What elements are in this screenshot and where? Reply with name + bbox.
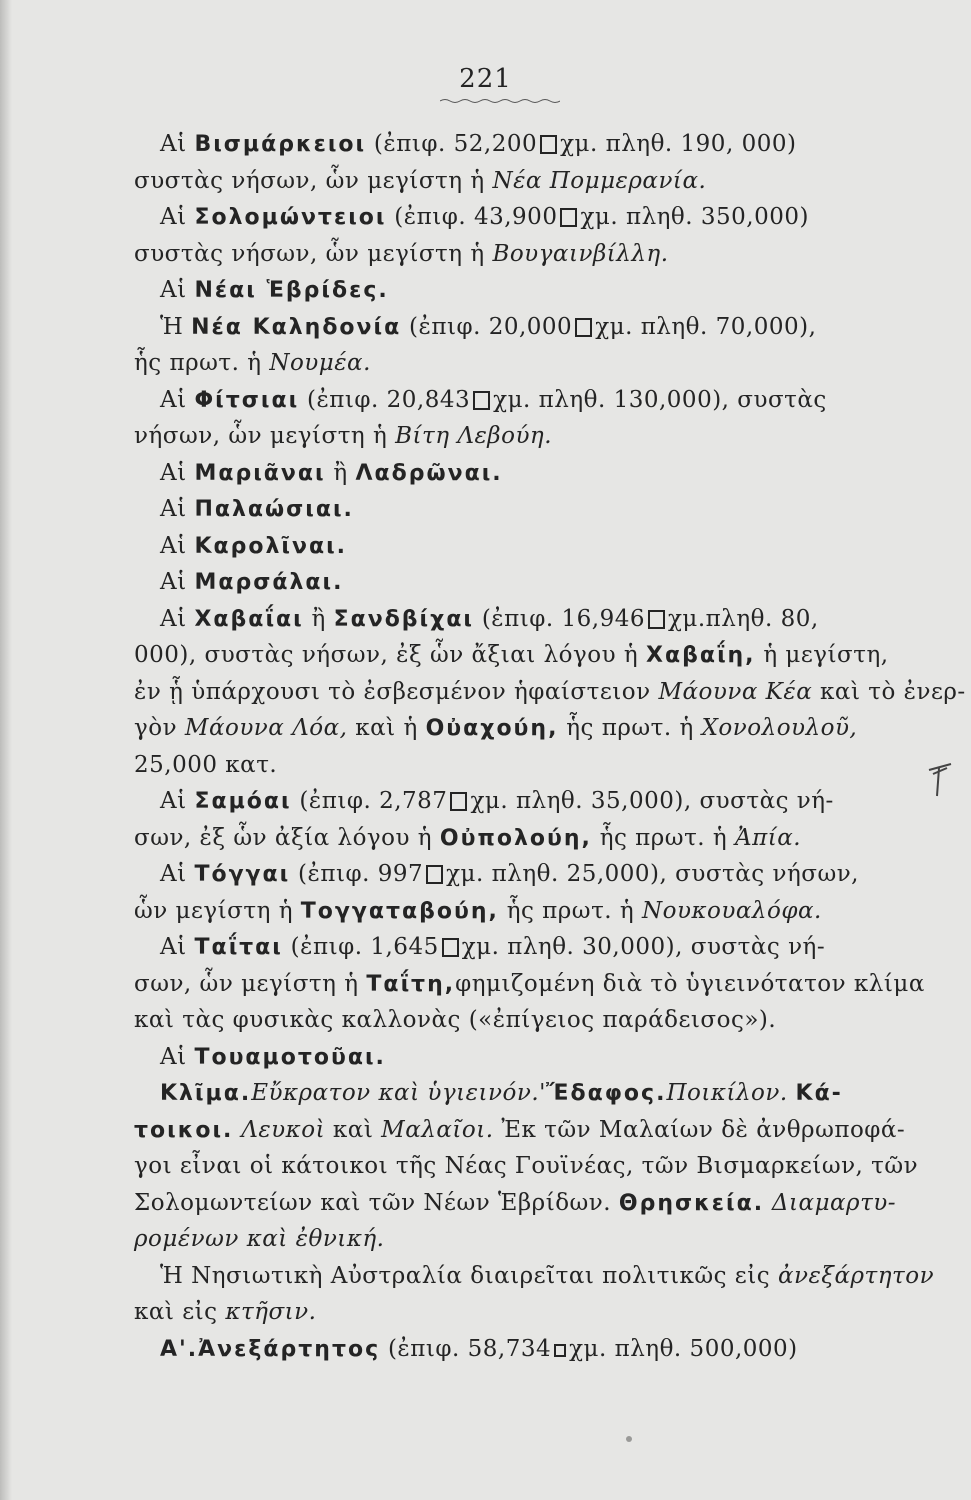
bold-term: Α'.Ἀνεξάρτητος [160, 1336, 381, 1362]
bold-term: Βισμάρκειοι [194, 132, 367, 157]
text-line [134, 420, 904, 452]
text-segment: (ἐπιφ. 43,900 [386, 204, 558, 230]
text-line [134, 822, 904, 855]
bold-term: Λαδρῶναι. [355, 460, 503, 486]
text-segment: χμ. πληθ. 25,000), συστὰς νήσων, [446, 861, 859, 887]
text-segment: ἡ μεγίστη, [755, 642, 889, 668]
text-segment: χμ. πληθ. 30,000), συστὰς νή- [461, 934, 826, 960]
text-line [134, 749, 904, 781]
text-line [134, 1187, 904, 1220]
text-line [160, 858, 930, 891]
text-line [160, 311, 930, 344]
text-segment: καὶ ἡ [347, 715, 426, 741]
bold-term: Καρολῖναι. [194, 533, 348, 559]
text-line [160, 201, 930, 234]
text-segment: Αἱ [160, 532, 195, 559]
text-segment: (ἐπιφ. 20,843 [299, 386, 471, 413]
bold-term: Κλῖμα. [160, 1081, 252, 1106]
text-segment: Αἱ [160, 131, 195, 157]
italic-term: Λευκοὶ [241, 1116, 326, 1143]
text-segment: (ἐπιφ. 52,200 [366, 131, 538, 157]
text-segment: φημιζομένη διὰ τὸ ὑγιεινότατον κλίμα [455, 970, 925, 997]
text-segment [764, 1190, 772, 1216]
bold-term: Θρησκεία. [618, 1190, 765, 1216]
text-segment: ὧν μεγίστη ἡ [134, 897, 301, 924]
text-segment: (ἐπιφ. 2,787 [291, 788, 448, 814]
text-segment: (ἐπιφ. 16,946 [474, 605, 645, 632]
text-line [160, 274, 930, 307]
text-segment: ἧς πρωτ. ἡ [558, 715, 702, 741]
text-line [160, 457, 930, 490]
text-segment: ' [539, 1080, 546, 1106]
bold-term: Χαβαΐη, [646, 643, 756, 668]
text-segment: συστὰς νήσων, ὧν μεγίστη ἡ [134, 240, 493, 267]
square-unit-icon [540, 135, 557, 154]
text-segment: σων, ὧν μεγίστη ἡ [134, 970, 367, 997]
text-line [160, 1333, 930, 1366]
text-segment: Αἱ [160, 204, 195, 230]
text-line [134, 238, 904, 270]
paper-speck [626, 1436, 632, 1442]
text-line [160, 530, 930, 563]
text-line [134, 165, 904, 197]
text-line [134, 1004, 904, 1036]
text-segment: συστὰς νήσων, ὧν μεγίστη ἡ [134, 167, 493, 194]
text-segment: ἢ [303, 605, 334, 632]
text-line [134, 1296, 904, 1328]
text-line [134, 639, 904, 672]
italic-term: Χονολουλοῦ, [701, 715, 858, 741]
italic-term: Μάουνα Λόα, [184, 715, 348, 741]
text-line [160, 931, 930, 964]
bold-term: Οὐπολούη, [439, 825, 592, 851]
bold-term: Κά- [795, 1081, 843, 1106]
text-segment: (ἐπιφ. 1,645 [282, 934, 439, 960]
text-segment: Αἱ [160, 277, 195, 303]
text-segment: χμ.πληθ. 80, [667, 605, 819, 632]
italic-term: Μάουνα Κέα [658, 678, 813, 705]
text-segment: Αἱ [160, 569, 195, 595]
bold-term: Σολομώντειοι [194, 205, 387, 230]
bold-term: Τόγγαι [194, 862, 291, 887]
bold-term: Μαρσάλαι. [194, 570, 344, 595]
text-line [160, 1077, 930, 1110]
italic-term: Ἀπία. [735, 824, 802, 851]
text-segment: γοι εἶναι οἱ κάτοικοι τῆς Νέας Γουϊνέας, τῶν Βισμαρκείων, τῶν [134, 1153, 919, 1179]
bold-term: Οὐαχούη, [425, 716, 559, 741]
text-segment: ἢ [325, 459, 356, 486]
text-line [134, 676, 966, 708]
text-segment: καὶ [325, 1116, 382, 1143]
text-line [160, 1260, 935, 1292]
italic-term: Διαμαρτυ- [771, 1189, 897, 1216]
italic-term: Ποικίλον. [666, 1080, 788, 1106]
square-unit-icon [442, 938, 459, 957]
bold-term: Φίτσιαι [194, 387, 300, 413]
page-edge-shadow [0, 0, 12, 1500]
bold-term: τοικοι. [134, 1117, 234, 1143]
text-segment: ἧς πρωτ. ἡ [591, 824, 736, 851]
italic-term: Νέα Πομμερανία. [492, 167, 707, 194]
text-segment: καὶ εἰς [134, 1299, 226, 1325]
text-segment: χμ. πληθ. 190, 000) [560, 131, 797, 157]
text-line [160, 493, 930, 526]
bold-term: Ταΐται [194, 935, 283, 960]
text-segment: ἧς πρωτ. ἡ [134, 350, 270, 376]
text-segment: ἧς πρωτ. ἡ [498, 897, 643, 924]
text-segment: σων, ἐξ ὧν ἀξία λόγου ἡ [134, 824, 440, 851]
text-segment: 25,000 κατ. [134, 751, 278, 778]
text-segment: Αἱ [160, 1043, 195, 1070]
text-line [134, 968, 925, 1001]
bold-term: Τουαμοτοῦαι. [194, 1044, 386, 1070]
text-line [134, 347, 904, 379]
text-line [134, 712, 904, 745]
text-segment: χμ. πληθ. 350,000) [580, 204, 809, 230]
text-line [160, 603, 930, 636]
text-line [160, 566, 930, 599]
text-segment: Αἱ [160, 386, 195, 413]
text-segment: Αἱ [160, 459, 195, 486]
text-segment: Ἡ Νησιωτικὴ Αὐστραλία διαιρεῖται πολιτικῶς εἰς [160, 1262, 778, 1289]
bold-term: Σαμόαι [194, 789, 292, 814]
text-line [134, 1223, 904, 1255]
italic-term: Μαλαῖοι. [381, 1116, 494, 1143]
bold-term: Παλαώσιαι. [194, 497, 354, 522]
italic-term: ρομένων καὶ ἐθνική. [134, 1226, 385, 1252]
italic-term: κτῆσιν. [225, 1299, 317, 1325]
text-segment: Αἱ [160, 496, 195, 522]
bold-term: Τογγαταβούη, [300, 898, 499, 924]
text-segment: Αἱ [160, 934, 195, 960]
bold-term: Χαβαΐαι [194, 606, 304, 632]
text-segment: (ἐπιφ. 20,000 [401, 313, 573, 340]
square-unit-icon [648, 610, 665, 629]
square-unit-icon [560, 208, 577, 227]
square-unit-icon [473, 391, 490, 410]
text-line [134, 1150, 919, 1182]
text-line [160, 128, 930, 161]
italic-term: Βίτη Λεβούη. [395, 423, 553, 449]
page-number: 221 [459, 64, 512, 94]
text-segment: 000), συστὰς νήσων, ἐξ ὧν ἄξιαι λόγου ἡ [134, 642, 646, 668]
text-line [160, 785, 930, 818]
text-segment: ἐν ᾗ ὑπάρχουσι τὸ ἐσβεσμένον ἡφαίστειον [134, 678, 659, 705]
text-line [134, 895, 904, 928]
text-segment: Ἐκ τῶν Μαλαίων δὲ ἀνθρωποφά- [493, 1116, 906, 1143]
text-segment: (ἐπιφ. 58,734 [380, 1335, 552, 1362]
bold-term: Σανδβίχαι [333, 606, 475, 632]
text-segment: Αἱ [160, 788, 195, 814]
text-segment: Ἡ [160, 313, 192, 340]
bold-term: Νέαι Ἑβρίδες. [194, 278, 389, 303]
italic-term: Νουμέα. [269, 350, 371, 376]
square-unit-icon [426, 865, 443, 884]
italic-term: ἀνεξάρτητον [777, 1262, 935, 1289]
bold-term: Μαριᾶναι [194, 460, 326, 486]
text-segment: χμ. πληθ. 500,000) [569, 1335, 798, 1362]
text-segment: χμ. πληθ. 130,000), συστὰς [493, 386, 827, 413]
square-unit-icon [450, 792, 467, 811]
margin-ink-mark [925, 760, 955, 800]
italic-term: Εὔκρατον καὶ ὑγιεινόν. [251, 1080, 540, 1106]
text-segment: (ἐπιφ. 997 [290, 861, 424, 887]
square-unit-icon [554, 1344, 566, 1357]
italic-term: Βουγαινβίλλη. [492, 240, 669, 267]
text-line [160, 1041, 930, 1074]
wavy-rule [440, 98, 560, 104]
text-segment: καὶ τὰς φυσικὰς καλλονὰς («ἐπίγειος παράδεισος»). [134, 1007, 777, 1033]
text-line [134, 1114, 904, 1147]
text-segment [788, 1080, 796, 1106]
text-segment: καὶ τὸ ἐνερ- [812, 678, 966, 705]
text-segment: χμ. πληθ. 35,000), συστὰς νή- [470, 788, 834, 814]
italic-term: Νουκουαλόφα. [642, 897, 822, 924]
text-segment: Σολομωντείων καὶ τῶν Νέων Ἑβρίδων. [134, 1189, 619, 1216]
text-segment: νήσων, ὧν μεγίστη ἡ [134, 423, 396, 449]
bold-term: Νέα Καληδονία [191, 314, 402, 340]
bold-term: Ταΐτη, [366, 971, 456, 997]
text-segment: Αἱ [160, 605, 195, 632]
text-segment: χμ. πληθ. 70,000), [595, 313, 817, 340]
text-line [160, 384, 930, 417]
text-segment: Αἱ [160, 861, 195, 887]
square-unit-icon [575, 318, 592, 337]
bold-term: Ἔδαφος. [545, 1081, 667, 1106]
text-segment: γὸν [134, 715, 185, 741]
